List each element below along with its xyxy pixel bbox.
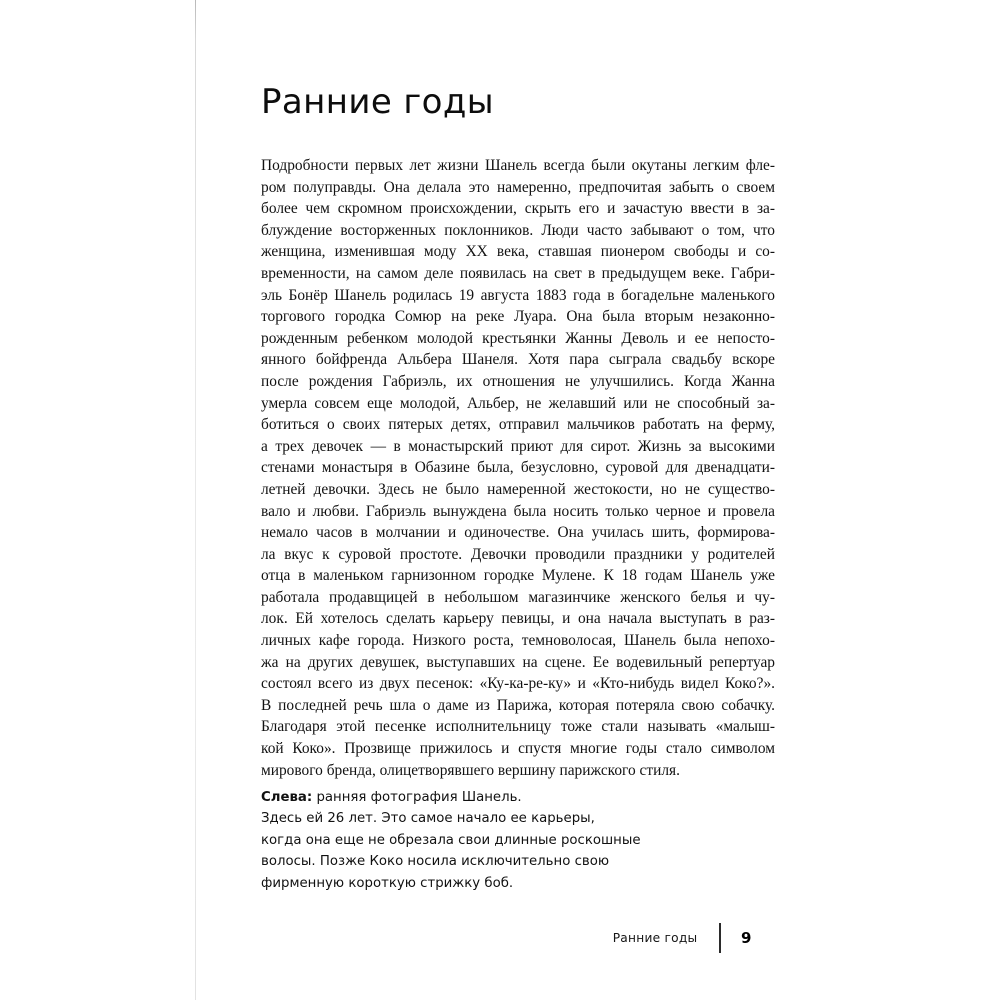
body-line: эль Бонёр Шанель родилась 19 августа 1883 года в богадельне маленького bbox=[261, 286, 775, 304]
body-line: состоял всего из двух песенок: «Ку-ка-ре-ку» и «Кто-нибудь видел Коко?». bbox=[261, 675, 775, 693]
figure-caption bbox=[261, 787, 691, 894]
body-line: более чем скромном происхождении, скрыть его и зачастую ввести в за- bbox=[261, 200, 775, 218]
body-line: ром полуправды. Она делала это намеренно, предпочитая забыть о своем bbox=[261, 178, 775, 196]
body-line: а трех девочек — в монастырский приют для сирот. Жизнь за высокими bbox=[261, 437, 775, 455]
body-line: работала продавщицей в небольшом магазинчике женского белья и чу- bbox=[261, 588, 775, 606]
body-line: немало часов в молчании и одиночестве. Она училась шить, формирова- bbox=[261, 524, 775, 542]
page-title: Ранние годы bbox=[261, 82, 495, 122]
body-line: временности, на самом деле появилась на свет в предыдущем веке. Габри- bbox=[261, 264, 775, 282]
body-line: В последней речь шла о даме из Парижа, которая потеряла свою собачку. bbox=[261, 696, 775, 714]
body-line: янного бойфренда Альбера Шанеля. Хотя пара сыграла свадьбу вскоре bbox=[261, 351, 775, 369]
caption-lead-label: Слева: bbox=[261, 790, 313, 805]
caption-line: волосы. Позже Коко носила исключительно свою bbox=[261, 854, 610, 870]
body-paragraph bbox=[261, 155, 775, 781]
body-line: Подробности первых лет жизни Шанель всегда были окутаны легким фле- bbox=[261, 157, 775, 174]
footer-divider bbox=[719, 923, 721, 953]
body-line: торгового городка Сомюр на реке Луара. Она была вторым незаконно- bbox=[261, 308, 775, 326]
body-line: стенами монастыря в Обазине была, безусловно, суровой для двенадцати- bbox=[261, 459, 775, 477]
page-footer bbox=[261, 918, 775, 958]
body-line: блуждение восторженных поклонников. Люди часто забывают о том, что bbox=[261, 221, 775, 239]
caption-lead-line bbox=[261, 787, 691, 808]
body-line: после рождения Габриэль, их отношения не улучшились. Когда Жанна bbox=[261, 372, 775, 390]
caption-line: фирменную короткую стрижку боб. bbox=[261, 875, 514, 891]
body-line: вало и любви. Габриэль вынуждена была носить только черное и провела bbox=[261, 502, 775, 520]
page-number: 9 bbox=[741, 929, 752, 947]
body-text bbox=[261, 155, 775, 781]
body-line: отца в маленьком гарнизонном городке Мулене. К 18 годам Шанель уже bbox=[261, 567, 775, 585]
caption-lead-text: ранняя фотография Шанель. bbox=[312, 790, 522, 805]
body-line: мирового бренда, олицетворявшего вершину парижского стиля. bbox=[261, 761, 680, 779]
body-line: умерла совсем еще молодой, Альбер, не желавший или не способный за- bbox=[261, 394, 775, 412]
body-line: лок. Ей хотелось сделать карьеру певицы, и она начала выступать в раз- bbox=[261, 610, 775, 628]
page-content bbox=[261, 0, 775, 1000]
body-line: ботиться о своих пятерых детях, отправил мальчиков работать на ферму, bbox=[261, 416, 775, 434]
book-gutter-line bbox=[195, 0, 196, 1000]
body-line: рожденным ребенком молодой крестьянки Жанны Деволь и ее непосто- bbox=[261, 329, 775, 347]
body-line: кой Коко». Прозвище прижилось и спустя многие годы стало символом bbox=[261, 740, 775, 758]
body-line: летней девочки. Здесь не было намеренной жестокости, но не существо- bbox=[261, 480, 775, 498]
caption-line: когда она еще не обрезала свои длинные роскошные bbox=[261, 832, 641, 848]
body-line: Благодаря этой песенке исполнительницу тоже стали называть «малыш- bbox=[261, 718, 775, 736]
running-head: Ранние годы bbox=[612, 931, 698, 945]
body-line: жа на других девушек, выступавших на сцене. Ее водевильный репертуар bbox=[261, 653, 775, 671]
body-line: ла вкус к суровой простоте. Девочки проводили праздники у родителей bbox=[261, 545, 775, 563]
body-line: женщина, изменившая моду XX века, ставшая пионером свободы и со- bbox=[261, 243, 775, 261]
body-line: личных кафе города. Низкого роста, темноволосая, Шанель была непохо- bbox=[261, 632, 775, 650]
caption-line: Здесь ей 26 лет. Это самое начало ее карьеры, bbox=[261, 811, 595, 827]
